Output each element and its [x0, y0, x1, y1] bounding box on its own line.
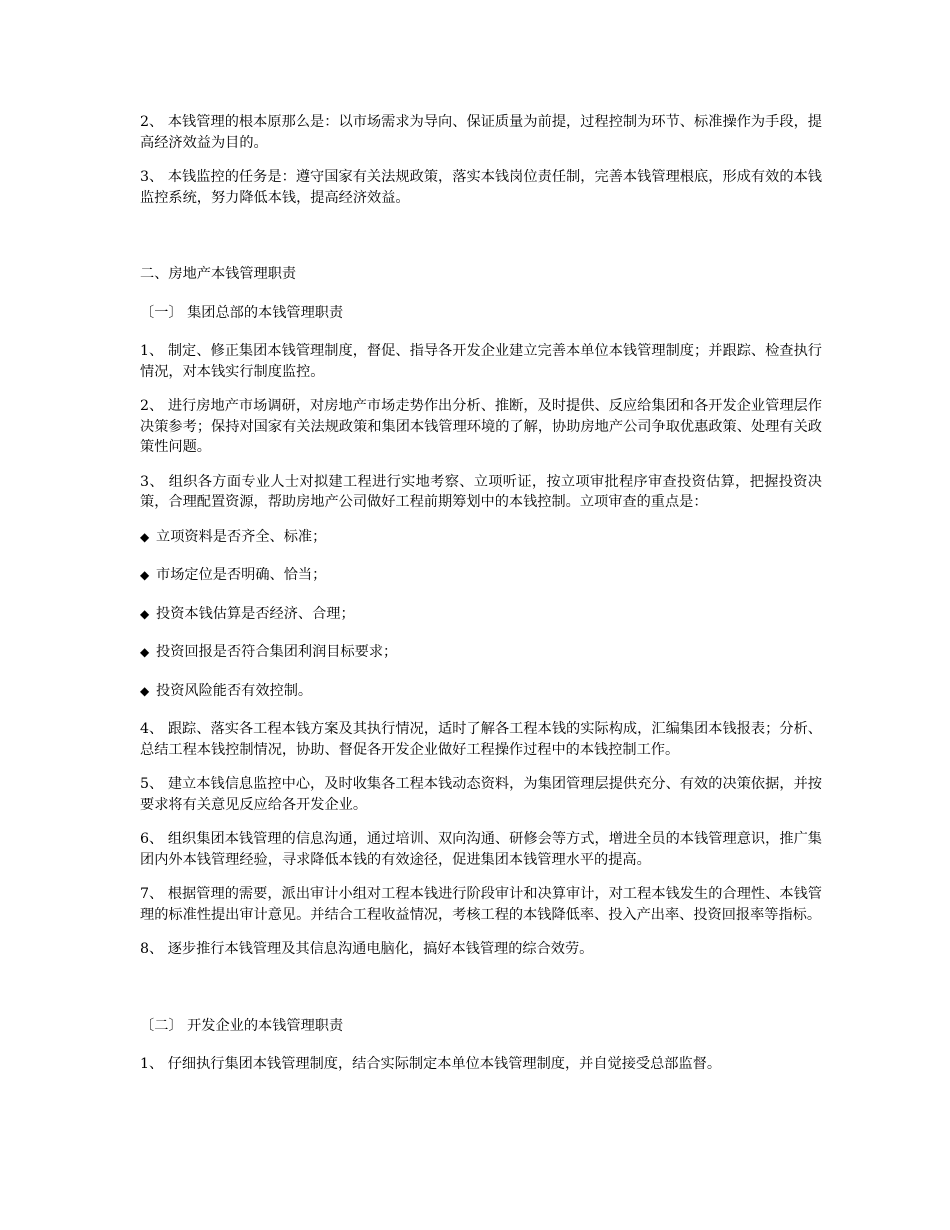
diamond-bullet-icon: ◆: [140, 645, 150, 659]
paragraph-monitoring-task: 3、 本钱监控的任务是：遵守国家有关法规政策，落实本钱岗位责任制，完善本钱管理根底，形成有效的本钱监控系统，努力降低本钱，提高经济效益。: [140, 169, 822, 206]
diamond-bullet-icon: ◆: [140, 683, 150, 698]
spacer: [140, 222, 822, 264]
paragraph-principle: 2、 本钱管理的根本原那么是：以市场需求为导向、保证质量为前提，过程控制为环节、标准操作为手段，提高经济效益为目的。: [140, 114, 822, 151]
diamond-bullet-icon: ◆: [140, 568, 150, 582]
bullet-text: 投资风险能否有效控制。: [156, 682, 313, 699]
list-item: 1、 仔细执行集团本钱管理制度，结合实际制定本单位本钱管理制度，并自觉接受总部监督。: [140, 1056, 722, 1072]
bullet-text: 投资回报是否符合集团利润目标要求；: [156, 644, 398, 660]
list-item: 6、 组织集团本钱管理的信息沟通，通过培训、双向沟通、研修会等方式，增进全员的本钱管理意识，推广集团内外本钱管理经验，寻求降低本钱的有效途径，促进集团本钱管理水平的提高。: [140, 831, 822, 868]
subsection-heading-dev: 〔二〕 开发企业的本钱管理职责: [140, 1017, 344, 1034]
document-body: [140, 112, 822, 1089]
spacer: [140, 974, 822, 1016]
list-item: 4、 跟踪、落实各工程本钱方案及其执行情况，适时了解各工程本钱的实际构成，汇编集团本钱报表；分析、总结工程本钱控制情况，协助、督促各开发企业做好工程操作过程中的本钱控制工作。: [140, 721, 822, 758]
diamond-bullet-icon: ◆: [140, 606, 150, 621]
bullet-text: 市场定位是否明确、恰当；: [156, 567, 327, 583]
bullet-item: [140, 604, 822, 625]
subsection-heading-hq: 〔一〕 集团总部的本钱管理职责: [140, 304, 344, 321]
diamond-bullet-icon: ◆: [140, 529, 150, 544]
bullet-item: [140, 681, 822, 702]
list-item: 3、 组织各方面专业人士对拟建工程进行实地考察、立项听证，按立项审批程序审查投资估算，把握投资决策，合理配置资源，帮助房地产公司做好工程前期筹划中的本钱控制。立项审查的重点是：: [140, 473, 822, 510]
list-item: 1、 制定、修正集团本钱管理制度，督促、指导各开发企业建立完善本单位本钱管理制度；并跟踪、检查执行情况，对本钱实行制度监控。: [140, 343, 822, 380]
list-item: 7、 根据管理的需要，派出审计小组对工程本钱进行阶段审计和决算审计，对工程本钱发生的合理性、本钱管理的标准性提出审计意见。并结合工程收益情况，考核工程的本钱降低率、投入产出率、投资回报率等指标。: [140, 886, 822, 923]
bullet-item: [140, 642, 822, 663]
bullet-item: [140, 527, 822, 548]
list-item: 2、 进行房地产市场调研，对房地产市场走势作出分析、推断，及时提供、反应给集团和各开发企业管理层作决策参考；保持对国家有关法规政策和集团本钱管理环境的了解，协助房地产公司争取优惠政策、处理有关政策性问题。: [140, 398, 822, 455]
bullet-item: [140, 565, 822, 586]
section-heading: 二、房地产本钱管理职责: [140, 266, 297, 282]
list-item: 5、 建立本钱信息监控中心，及时收集各工程本钱动态资料，为集团管理层提供充分、有效的决策依据，并按要求将有关意见反应给各开发企业。: [140, 776, 822, 813]
bullet-text: 立项资料是否齐全、标准；: [156, 528, 327, 545]
bullet-text: 投资本钱估算是否经济、合理；: [156, 605, 355, 622]
list-item: 8、 逐步推行本钱管理及其信息沟通电脑化，搞好本钱管理的综合效劳。: [140, 941, 594, 957]
